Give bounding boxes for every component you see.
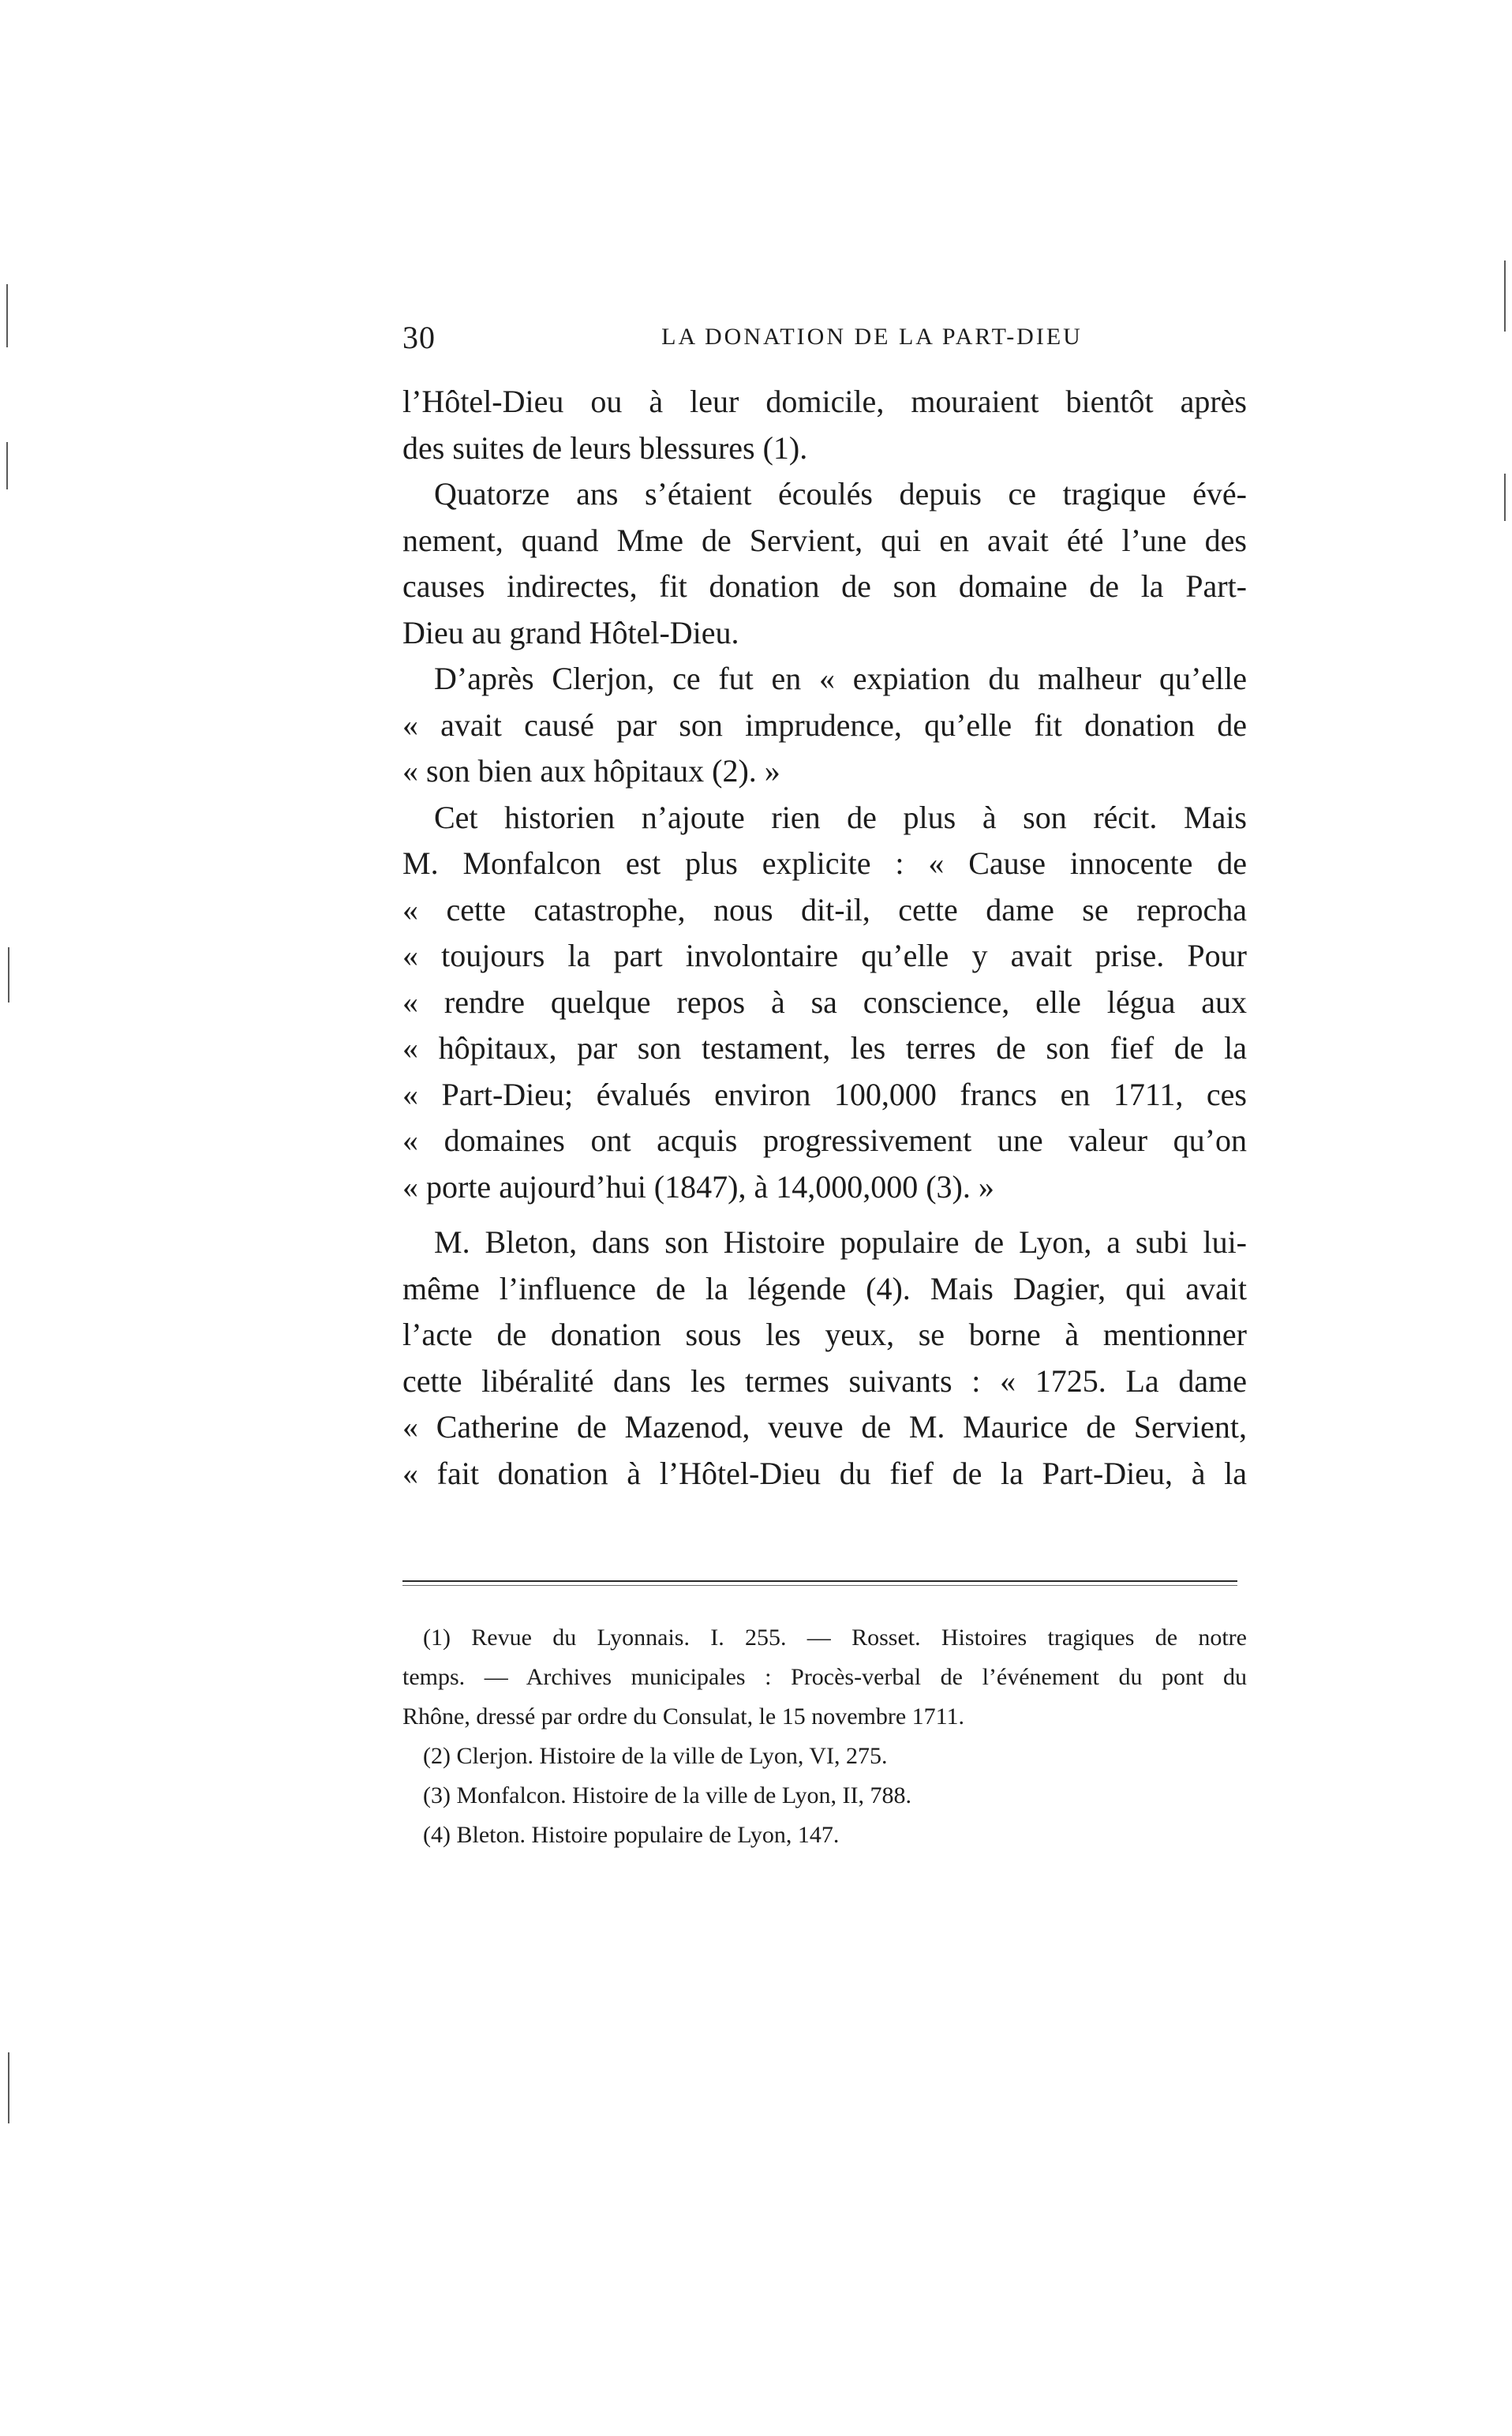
text-line: M. Monfalcon est plus explicite : « Cause innocente de	[402, 845, 1247, 881]
footnote-rule-thin	[402, 1585, 1237, 1586]
body-text	[402, 379, 1247, 1497]
footnote-line: (2) Clerjon. Histoire de la ville de Lyon, VI, 275.	[423, 1743, 888, 1769]
page-number: 30	[402, 320, 436, 355]
text-line: causes indirectes, fit donation de son domaine de la Part-	[402, 568, 1247, 604]
footnotes	[402, 1618, 1247, 1855]
page-header	[402, 319, 1255, 363]
text-line: Cet historien n’ajoute rien de plus à son récit. Mais	[434, 799, 1247, 835]
footnote-rule	[402, 1580, 1237, 1582]
footnote-line: (3) Monfalcon. Histoire de la ville de Lyon, II, 788.	[423, 1782, 912, 1808]
text-line: Quatorze ans s’étaient écoulés depuis ce tragique évé-	[434, 476, 1247, 512]
text-line: cette libéralité dans les termes suivants : « 1725. La dame	[402, 1362, 1247, 1399]
text-line: l’Hôtel-Dieu ou à leur domicile, mouraient bientôt après	[402, 384, 1247, 419]
text-line: « avait causé par son imprudence, qu’elle fit donation de	[402, 706, 1247, 743]
footnote-line: (4) Bleton. Histoire populaire de Lyon, 147.	[423, 1822, 840, 1848]
text-line: M. Bleton, dans son Histoire populaire de Lyon, a subi lui-	[434, 1224, 1247, 1260]
text-line: Dieu au grand Hôtel-Dieu.	[402, 614, 739, 650]
text-line: « domaines ont acquis progressivement une valeur qu’on	[402, 1122, 1247, 1158]
text-line: « porte aujourd’hui (1847), à 14,000,000 (3). »	[402, 1168, 994, 1205]
footnote-line: (1) Revue du Lyonnais. I. 255. — Rosset. Histoires tragiques de notre	[423, 1625, 1247, 1651]
text-line: nement, quand Mme de Servient, qui en avait été l’une des	[402, 522, 1247, 558]
scan-edge-mark	[1504, 260, 1506, 332]
text-line: « Part-Dieu; évalués environ 100,000 francs en 1711, ces	[402, 1076, 1247, 1112]
running-head: LA DONATION DE LA PART-DIEU	[661, 324, 1083, 350]
text-line: « Catherine de Mazenod, veuve de M. Maurice de Servient,	[402, 1409, 1247, 1445]
text-line: D’après Clerjon, ce fut en « expiation du malheur qu’elle	[434, 661, 1247, 696]
text-line: « cette catastrophe, nous dit-il, cette dame se reprocha	[402, 891, 1247, 928]
text-line: « rendre quelque repos à sa conscience, elle légua aux	[402, 984, 1247, 1020]
scan-edge-mark	[1504, 474, 1506, 521]
text-line: « toujours la part involontaire qu’elle y avait prise. Pour	[402, 938, 1247, 973]
text-line: « hôpitaux, par son testament, les terres de son fief de la	[402, 1030, 1247, 1066]
paragraph-gap	[402, 1210, 1247, 1220]
text-line: des suites de leurs blessures (1).	[402, 429, 808, 466]
footnote-line: temps. — Archives municipales : Procès-verbal de l’événement du pont du	[402, 1664, 1247, 1690]
scan-edge-mark	[6, 284, 8, 347]
text-line: même l’influence de la légende (4). Mais Dagier, qui avait	[402, 1270, 1247, 1306]
scan-edge-mark	[8, 947, 9, 1003]
text-line: « fait donation à l’Hôtel-Dieu du fief de la Part-Dieu, à la	[402, 1455, 1247, 1491]
text-line: « son bien aux hôpitaux (2). »	[402, 753, 780, 789]
scan-edge-mark	[8, 2052, 9, 2123]
footnote-line: Rhône, dressé par ordre du Consulat, le 15 novembre 1711.	[402, 1703, 965, 1730]
text-line: l’acte de donation sous les yeux, se borne à mentionner	[402, 1317, 1247, 1352]
scan-edge-mark	[6, 442, 8, 489]
